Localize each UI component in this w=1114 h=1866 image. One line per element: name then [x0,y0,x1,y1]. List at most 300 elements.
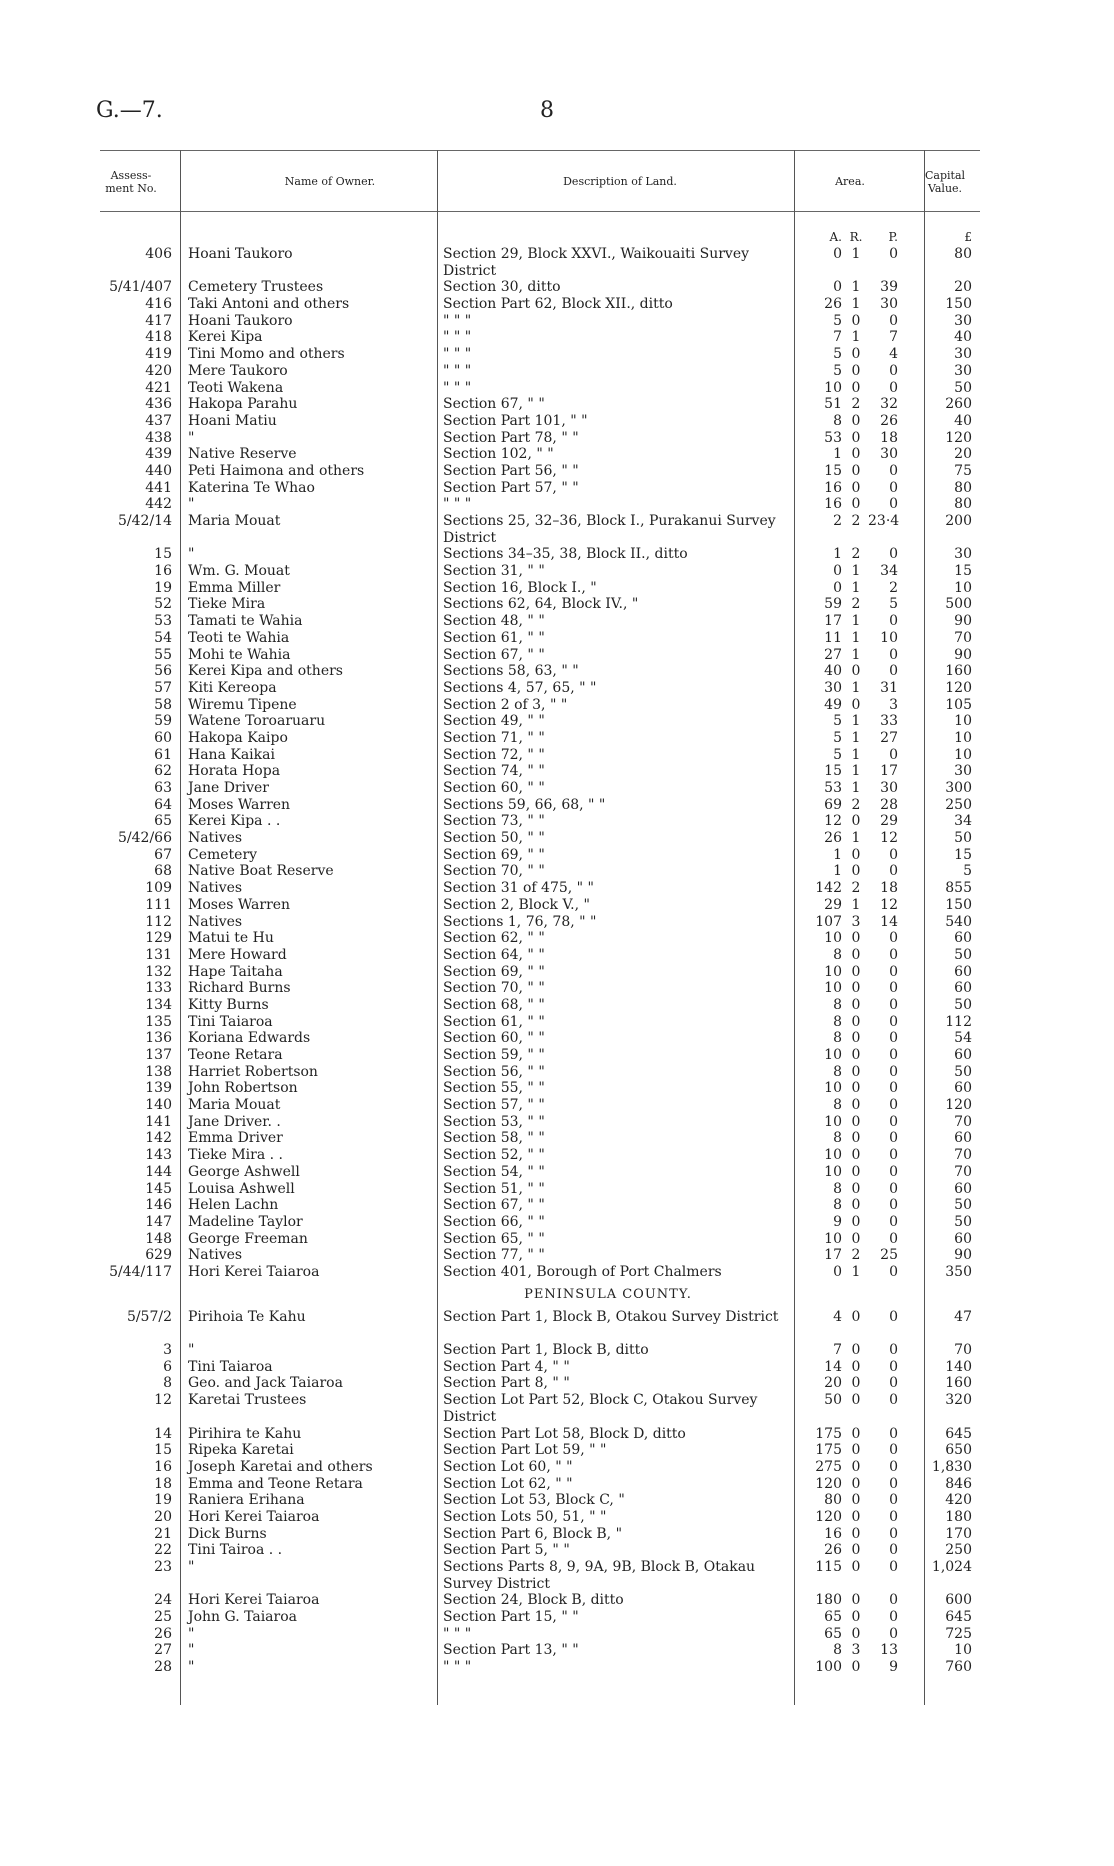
table-row [100,1626,980,1643]
area-acres: 16 [824,1525,842,1542]
area-perches: 0 [889,980,898,997]
area-perches: 18 [880,880,898,897]
owner-name: Emma Miller [188,579,281,596]
table-row [100,1542,980,1559]
area-roods: 0 [851,479,861,496]
table-row [100,1197,980,1214]
capital-value: 20 [954,446,972,463]
header-description: Description of Land. [563,175,677,188]
capital-value: 250 [945,796,972,813]
table-row [100,830,980,847]
area-acres: 10 [824,963,842,980]
land-description: Section Part 5, " " [443,1542,570,1559]
owner-name: Teoti te Wahia [188,629,290,646]
area-perches: 0 [889,1230,898,1247]
area-perches: 39 [880,279,898,296]
assessment-no: 52 [154,596,172,613]
owner-name: " [188,1642,195,1659]
owner-name: Tini Taiaroa [188,1013,273,1030]
area-acres: 10 [824,1113,842,1130]
table-row [100,446,980,463]
table-row [100,1264,980,1281]
assessment-no: 144 [145,1163,172,1180]
table-row [100,1559,980,1592]
capital-value: 20 [954,279,972,296]
table-row [100,580,980,597]
land-description: Section Part Lot 59, " " [443,1442,607,1459]
area-perches: 0 [889,1625,898,1642]
land-description: Section 67, " " [443,396,545,413]
assessment-no: 5/42/14 [118,513,172,530]
capital-value: 645 [945,1609,972,1626]
capital-value: 80 [954,246,972,262]
area-roods: 1 [851,763,861,780]
owner-name: Joseph Karetai and others [188,1458,373,1475]
owner-name: Hori Kerei Taiaroa [188,1263,320,1280]
area-roods: 0 [851,1342,861,1359]
capital-value: 846 [945,1475,972,1492]
table-row [100,1164,980,1181]
land-description: " " " [443,312,472,329]
land-description: Section Part 56, " " [443,462,579,479]
land-description: Section 59, " " [443,1047,545,1064]
capital-value: 50 [954,1213,972,1230]
owner-name: Horata Hopa [188,763,281,780]
area-roods: 0 [851,1609,861,1626]
area-perches: 0 [889,246,898,262]
area-roods: 0 [851,1358,861,1375]
area-roods: 1 [851,296,861,313]
land-description: " " " [443,329,472,346]
area-perches: 0 [889,1492,898,1509]
owner-name: Pirihoia Te Kahu [188,1308,306,1325]
owner-name: Hoani Taukoro [188,246,293,262]
assessment-no: 8 [163,1375,172,1392]
table-row [100,546,980,563]
assessment-no: 419 [145,346,172,363]
table-row [100,863,980,880]
land-description: " " " [443,1659,472,1676]
assessment-no: 19 [154,1492,172,1509]
table-row [100,513,980,546]
section-title: PENINSULA COUNTY. [524,1286,692,1302]
area-perches: 34 [880,563,898,580]
area-acres: 16 [824,496,842,513]
area-acres: 10 [824,1047,842,1064]
capital-value: 60 [954,930,972,947]
capital-value: 60 [954,1047,972,1064]
owner-name: Natives [188,1247,243,1264]
area-perches: 26 [880,412,898,429]
owner-name: Cemetery Trustees [188,279,324,296]
area-perches: 0 [889,1342,898,1359]
assessment-no: 420 [145,362,172,379]
land-description: Section 57, " " [443,1097,545,1114]
area-perches: 0 [889,746,898,763]
area-perches: 0 [889,846,898,863]
owner-name: Maria Mouat [188,513,281,530]
assessment-no: 138 [145,1063,172,1080]
area-perches: 0 [889,1542,898,1559]
area-roods: 3 [851,1642,861,1659]
land-description: Section 55, " " [443,1080,545,1097]
header-assessment-no: Assess-ment No. [105,169,157,195]
area-roods: 0 [851,863,861,880]
owner-name: George Freeman [188,1230,308,1247]
land-description: Section 24, Block B, ditto [443,1592,624,1609]
capital-value: 15 [954,563,972,580]
assessment-no: 57 [154,679,172,696]
owner-name: Moses Warren [188,896,291,913]
land-description: Section Part 101, " " [443,412,588,429]
owner-name: Matui te Hu [188,930,274,947]
land-description: Section Part Lot 58, Block D, ditto [443,1425,686,1442]
assessment-no: 112 [145,913,172,930]
table-row [100,1309,980,1342]
assessment-no: 5/42/66 [118,830,172,847]
owner-name: Teoti Wakena [188,379,284,396]
area-roods: 0 [851,1592,861,1609]
owner-name: Harriet Robertson [188,1063,318,1080]
capital-value: 260 [945,396,972,413]
owner-name: Ripeka Karetai [188,1442,294,1459]
table-row [100,1392,980,1425]
area-roods: 0 [851,1080,861,1097]
table-row [100,1181,980,1198]
assessment-no: 5/57/2 [126,1308,172,1325]
area-acres: 175 [815,1425,842,1442]
area-acres: 20 [824,1375,842,1392]
assessment-no: 55 [154,646,172,663]
assessment-no: 147 [145,1213,172,1230]
unit-roods: R. [849,230,863,244]
area-acres: 0 [833,563,842,580]
area-roods: 1 [851,279,861,296]
assessment-no: 58 [154,696,172,713]
assessment-no: 54 [154,629,172,646]
area-acres: 5 [833,362,842,379]
owner-name: Tieke Mira . . [188,1147,283,1164]
land-description: Section 53, " " [443,1113,545,1130]
land-description: Section 49, " " [443,713,545,730]
area-perches: 0 [889,1592,898,1609]
owner-name: Karetai Trustees [188,1392,307,1409]
area-roods: 0 [851,429,861,446]
land-description: Section 31 of 475, " " [443,880,594,897]
capital-value: 70 [954,629,972,646]
area-acres: 8 [833,1642,842,1659]
area-acres: 50 [824,1392,842,1409]
area-perches: 4 [889,346,898,363]
assessment-no: 62 [154,763,172,780]
land-description: Section 29, Block XXVI., Waikouaiti Survey District [443,246,750,279]
owner-name: Geo. and Jack Taiaroa [188,1375,343,1392]
land-description: Section 30, ditto [443,279,561,296]
land-description: Section Part 1, Block B, ditto [443,1342,649,1359]
area-acres: 4 [833,1308,842,1325]
area-roods: 0 [851,1425,861,1442]
land-description: Section Part 15, " " [443,1609,579,1626]
land-description: " " " [443,346,472,363]
capital-value: 420 [945,1492,972,1509]
area-roods: 0 [851,1013,861,1030]
area-roods: 0 [851,696,861,713]
area-roods: 1 [851,563,861,580]
assessment-no: 438 [145,429,172,446]
assessment-no: 418 [145,329,172,346]
area-acres: 120 [815,1508,842,1525]
table-row [100,797,980,814]
area-acres: 11 [824,629,842,646]
area-acres: 26 [824,296,842,313]
area-perches: 0 [889,1180,898,1197]
table-row [100,1359,980,1376]
land-description: Section 68, " " [443,996,545,1013]
area-roods: 0 [851,1458,861,1475]
owner-name: " [188,429,195,446]
owner-name: Teone Retara [188,1047,283,1064]
area-acres: 1 [833,863,842,880]
area-roods: 0 [851,996,861,1013]
assessment-no: 27 [154,1642,172,1659]
table-row [100,613,980,630]
area-roods: 1 [851,246,861,262]
area-acres: 5 [833,713,842,730]
owner-name: Mere Howard [188,946,287,963]
area-acres: 53 [824,780,842,797]
area-perches: 0 [889,863,898,880]
table-row [100,1147,980,1164]
land-description: Sections 59, 66, 68, " " [443,796,606,813]
area-roods: 0 [851,1508,861,1525]
area-perches: 23·4 [868,513,900,530]
land-description: " " " [443,379,472,396]
assessment-no: 16 [154,563,172,580]
area-perches: 0 [889,1047,898,1064]
assessment-no: 111 [145,896,172,913]
owner-name: Hoani Matiu [188,412,277,429]
table-row [100,880,980,897]
area-acres: 1 [833,846,842,863]
capital-value: 60 [954,980,972,997]
area-perches: 0 [889,1425,898,1442]
assessment-no: 20 [154,1508,172,1525]
assessment-no: 145 [145,1180,172,1197]
assessment-no: 6 [163,1358,172,1375]
unit-acres: A. [829,230,842,244]
assessment-no: 140 [145,1097,172,1114]
assessment-no: 437 [145,412,172,429]
land-description: Section 71, " " [443,729,545,746]
assessment-no: 19 [154,579,172,596]
owner-name: Kitty Burns [188,996,269,1013]
area-perches: 0 [889,1263,898,1280]
land-description: " " " [443,362,472,379]
assessment-no: 25 [154,1609,172,1626]
land-description: Section 65, " " [443,1230,545,1247]
area-acres: 120 [815,1475,842,1492]
owner-name: Wm. G. Mouat [188,563,290,580]
area-acres: 115 [815,1559,842,1575]
land-description: Section 72, " " [443,746,545,763]
assessment-no: 129 [145,930,172,947]
assessment-no: 133 [145,980,172,997]
area-perches: 0 [889,1063,898,1080]
table-row [100,1231,980,1248]
area-roods: 0 [851,1308,861,1325]
area-perches: 0 [889,946,898,963]
area-acres: 8 [833,1197,842,1214]
capital-value: 540 [945,913,972,930]
area-acres: 51 [824,396,842,413]
owner-name: Helen Lachn [188,1197,279,1214]
owner-name: Native Reserve [188,446,297,463]
assessment-no: 22 [154,1542,172,1559]
header-capital-value: Capital Value. [924,169,966,195]
area-acres: 8 [833,1180,842,1197]
area-roods: 2 [851,513,861,530]
area-acres: 10 [824,1147,842,1164]
land-description: Sections 4, 57, 65, " " [443,679,597,696]
area-perches: 0 [889,1375,898,1392]
area-roods: 0 [851,813,861,830]
table-row [100,1459,980,1476]
area-perches: 0 [889,312,898,329]
area-roods: 1 [851,646,861,663]
land-description: Section 67, " " [443,1197,545,1214]
table-row [100,346,980,363]
owner-name: Tamati te Wahia [188,613,303,630]
area-roods: 0 [851,312,861,329]
area-acres: 30 [824,679,842,696]
area-acres: 8 [833,946,842,963]
capital-value: 1,830 [931,1458,972,1475]
area-perches: 30 [880,446,898,463]
capital-value: 150 [945,896,972,913]
area-acres: 65 [824,1609,842,1626]
assessment-no: 416 [145,296,172,313]
capital-value: 90 [954,646,972,663]
area-perches: 0 [889,546,898,563]
table-row [100,780,980,797]
area-acres: 12 [824,813,842,830]
area-acres: 5 [833,746,842,763]
area-acres: 175 [815,1442,842,1459]
capital-value: 170 [945,1525,972,1542]
area-perches: 0 [889,1147,898,1164]
area-perches: 0 [889,963,898,980]
capital-value: 300 [945,780,972,797]
land-description: Section Part 62, Block XII., ditto [443,296,673,313]
land-description: Section 67, " " [443,646,545,663]
table-row [100,1659,980,1676]
table-row [100,1014,980,1031]
area-roods: 0 [851,1063,861,1080]
area-roods: 0 [851,412,861,429]
land-description: Section Lots 50, 51, " " [443,1508,607,1525]
owner-name: Katerina Te Whao [188,479,315,496]
unit-perches: P. [888,230,898,244]
area-acres: 26 [824,830,842,847]
owner-name: Koriana Edwards [188,1030,311,1047]
land-description: Section 48, " " [443,613,545,630]
area-roods: 0 [851,1659,861,1676]
assessment-no: 442 [145,496,172,513]
land-description: Section 51, " " [443,1180,545,1197]
land-description: Section 62, " " [443,930,545,947]
area-acres: 15 [824,462,842,479]
owner-name: Maria Mouat [188,1097,281,1114]
capital-value: 90 [954,613,972,630]
area-roods: 0 [851,1442,861,1459]
document-code: G.—7. [96,98,163,123]
table-row [100,630,980,647]
area-perches: 13 [880,1642,898,1659]
area-acres: 7 [833,329,842,346]
owner-name: Tini Tairoa . . [188,1542,283,1559]
land-description: Section 69, " " [443,846,545,863]
table-row [100,1342,980,1359]
area-acres: 49 [824,696,842,713]
area-acres: 9 [833,1213,842,1230]
owner-name: John G. Taiaroa [188,1609,297,1626]
assessment-no: 421 [145,379,172,396]
land-description: Section 70, " " [443,980,545,997]
area-perches: 0 [889,1113,898,1130]
capital-value: 30 [954,346,972,363]
capital-value: 50 [954,830,972,847]
area-roods: 1 [851,746,861,763]
area-roods: 0 [851,1625,861,1642]
owner-name: Hoani Taukoro [188,312,293,329]
area-perches: 12 [880,830,898,847]
assessment-no: 18 [154,1475,172,1492]
assessment-no: 65 [154,813,172,830]
capital-value: 160 [945,1375,972,1392]
area-acres: 14 [824,1358,842,1375]
capital-value: 160 [945,663,972,680]
area-roods: 1 [851,679,861,696]
assessment-no: 143 [145,1147,172,1164]
area-roods: 0 [851,1213,861,1230]
area-acres: 100 [815,1659,842,1676]
land-description: Section 61, " " [443,629,545,646]
area-perches: 0 [889,1475,898,1492]
area-perches: 0 [889,930,898,947]
table-row [100,914,980,931]
area-perches: 0 [889,379,898,396]
table-row [100,1375,980,1392]
capital-value: 30 [954,312,972,329]
area-roods: 0 [851,1030,861,1047]
owner-name: Native Boat Reserve [188,863,334,880]
table-row [100,1080,980,1097]
capital-value: 200 [945,513,972,530]
area-perches: 2 [889,579,898,596]
area-acres: 10 [824,930,842,947]
land-description: Section 73, " " [443,813,545,830]
owner-name: Hakopa Parahu [188,396,298,413]
owner-name: " [188,1625,195,1642]
table-row [100,847,980,864]
land-description: Section 52, " " [443,1147,545,1164]
land-description: Section Lot Part 52, Block C, Otakou Survey District [443,1392,758,1425]
table-row [100,329,980,346]
area-perches: 0 [889,1559,898,1575]
owner-name: Peti Haimona and others [188,462,365,479]
table-row [100,930,980,947]
capital-value: 50 [954,1063,972,1080]
